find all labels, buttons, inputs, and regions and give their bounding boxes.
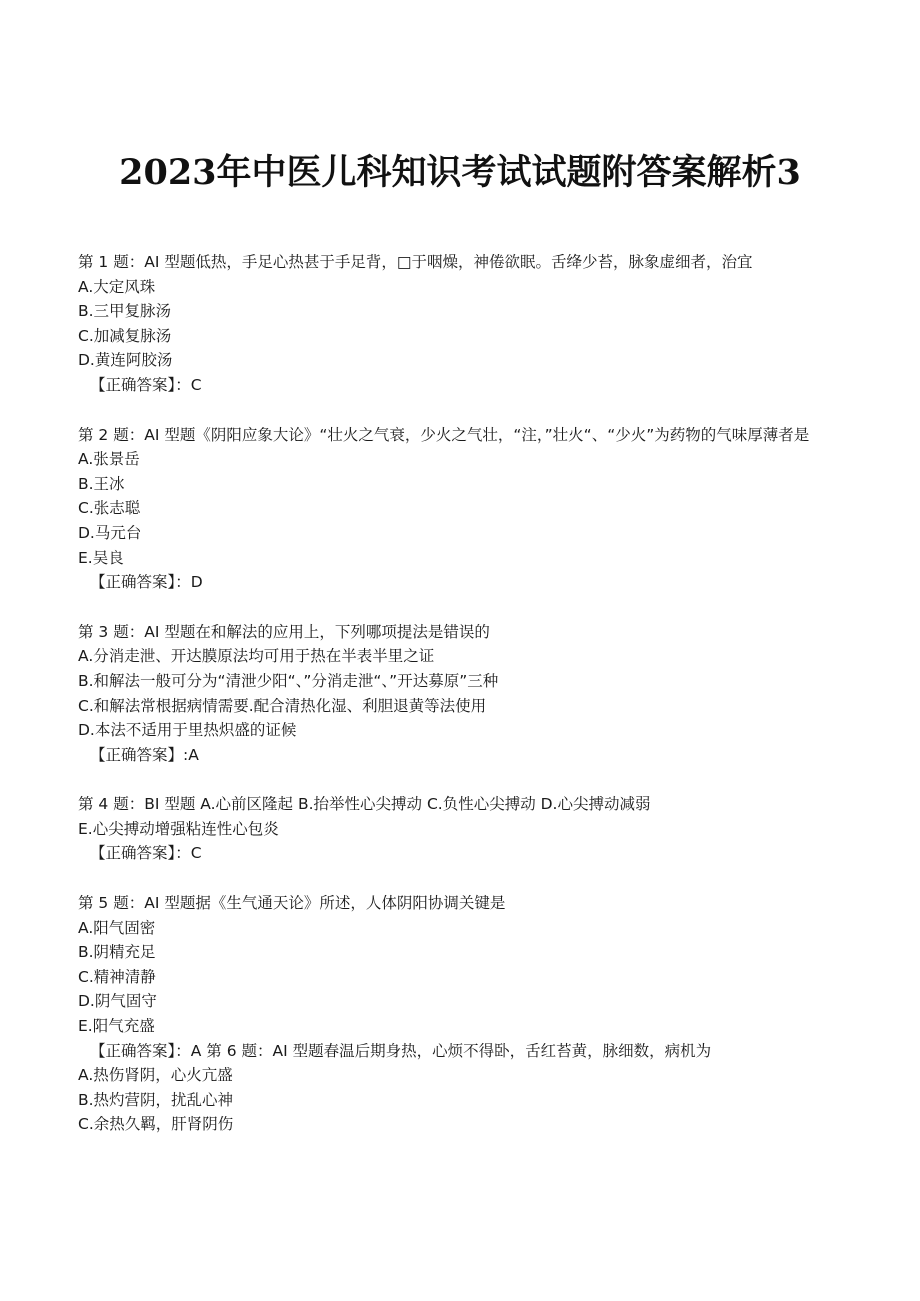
option-a: A.张景岳 [78, 450, 140, 469]
question-5 [78, 891, 858, 1137]
question-3 [78, 620, 858, 768]
option-a: A.热伤肾阴，心火亢盛 [78, 1066, 233, 1085]
correct-answer: 【正确答案】：C [90, 844, 202, 863]
option-b: B.热灼营阴，扰乱心神 [78, 1090, 234, 1109]
question-1 [78, 250, 858, 398]
option-e: E.吴良 [78, 548, 124, 567]
question-stem: 第 2 题：AI 型题《阴阳应象大论》“壮火之气衰，少火之气壮，“注，”壮火“、“少火”为药物的气味厚薄者是 [78, 425, 810, 444]
option-d: D.马元台 [78, 523, 142, 542]
option-a: A.分消走泄、开达膜原法均可用于热在半表半里之证 [78, 647, 435, 666]
option-b: B.阴精充足 [78, 943, 156, 962]
correct-answer: 【正确答案】：C [90, 375, 202, 394]
document-title: 2023年中医儿科知识考试试题附答案解析3 [119, 152, 801, 193]
option-c: C.张志聪 [78, 499, 141, 518]
option-c: C.加减复脉汤 [78, 326, 172, 345]
question-list [78, 250, 858, 1137]
option-b: B.和解法一般可分为“清泄少阳“、”分消走泄“、”开达募原”三种 [78, 671, 499, 690]
question-stem: 第 5 题：AI 型题据《生气通天论》所述，人体阴阳协调关键是 [78, 894, 506, 913]
option-e: E.阳气充盛 [78, 1017, 155, 1036]
option-e: E.心尖搏动增强粘连性心包炎 [78, 819, 279, 838]
question-4 [78, 792, 858, 866]
question-stem: 第 1 题：AI 型题低热，手足心热甚于手足背，□于咽燥，神倦欲眠。舌绛少苔，脉象虚细者，治宜 [78, 253, 753, 271]
option-a: A.阳气固密 [78, 918, 156, 937]
question-2 [78, 423, 858, 595]
option-c: C.和解法常根据病情需要.配合清热化湿、利胆退黄等法使用 [78, 696, 487, 715]
option-d: D.本法不适用于里热炽盛的证候 [78, 721, 297, 740]
option-c: C.余热久羁，肝肾阴伤 [78, 1115, 234, 1134]
question-stem: 第 3 题：AI 型题在和解法的应用上，下列哪项提法是错误的 [78, 622, 490, 641]
correct-answer: 【正确答案】：D [90, 573, 203, 592]
correct-answer: 【正确答案】：A 第 6 题：AI 型题春温后期身热，心烦不得卧，舌红苔黄，脉细数，病机为 [90, 1041, 712, 1060]
option-c: C.精神清静 [78, 967, 156, 986]
option-b: B.王冰 [78, 474, 125, 493]
option-d: D.黄连阿胶汤 [78, 351, 173, 370]
option-b: B.三甲复脉汤 [78, 302, 172, 321]
option-d: D.阴气固守 [78, 992, 157, 1011]
correct-answer: 【正确答案】:A [90, 745, 199, 764]
question-stem: 第 4 题：BI 型题 A.心前区隆起 B.抬举性心尖搏动 C.负性心尖搏动 D.心尖搏动减弱 [78, 795, 651, 814]
option-a: A.大定风珠 [78, 277, 156, 296]
